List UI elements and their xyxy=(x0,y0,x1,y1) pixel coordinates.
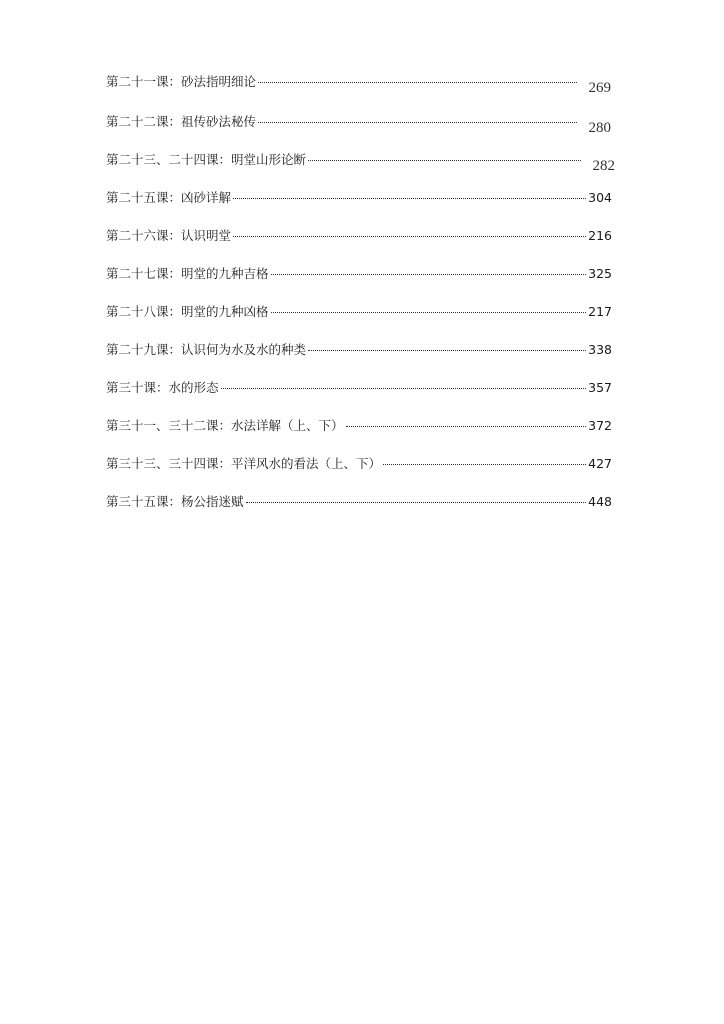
toc-entry-page: 269 xyxy=(588,80,611,96)
toc-entry-page: 216 xyxy=(588,228,612,243)
toc-entry-title: 第二十一课：砂法指明细论 xyxy=(106,74,257,89)
toc-entry-title: 第二十八课：明堂的九种凶格 xyxy=(106,304,269,319)
dot-leader xyxy=(246,502,587,503)
toc-entry-page: 372 xyxy=(588,418,612,433)
toc-entry-page: 448 xyxy=(588,494,612,509)
toc-entry-title: 第二十五课：凶砂详解 xyxy=(106,190,232,205)
toc-entry[interactable] xyxy=(106,74,611,96)
toc-entry-page: 280 xyxy=(588,120,611,136)
toc-entry-page: 325 xyxy=(588,266,612,281)
toc-entry-page: 217 xyxy=(588,304,612,319)
toc-entry-page: 357 xyxy=(588,380,612,395)
dot-leader xyxy=(383,464,586,465)
dot-leader xyxy=(258,122,576,123)
toc-entry[interactable] xyxy=(106,190,612,206)
toc-entry[interactable] xyxy=(106,266,612,282)
dot-leader xyxy=(308,160,580,161)
toc-entry-title: 第三十一、三十二课：水法详解（上、下） xyxy=(106,418,344,433)
toc-entry[interactable] xyxy=(106,456,612,472)
toc-entry[interactable] xyxy=(106,228,612,244)
toc-entry[interactable] xyxy=(106,152,615,174)
toc-entry[interactable] xyxy=(106,380,612,396)
dot-leader xyxy=(346,426,587,427)
dot-leader xyxy=(233,198,586,199)
dot-leader xyxy=(271,312,587,313)
toc-entry-title: 第二十七课：明堂的九种吉格 xyxy=(106,266,269,281)
toc-entry-page: 427 xyxy=(588,456,612,471)
toc-entry-title: 第三十五课：杨公指迷赋 xyxy=(106,494,244,509)
toc-entry-title: 第二十二课：祖传砂法秘传 xyxy=(106,114,257,129)
toc-entry-title: 第二十六课：认识明堂 xyxy=(106,228,232,243)
toc-entry-title: 第三十课：水的形态 xyxy=(106,380,219,395)
dot-leader xyxy=(308,350,586,351)
toc-entry-title: 第二十三、二十四课：明堂山形论断 xyxy=(106,152,307,167)
dot-leader xyxy=(258,82,576,83)
dot-leader xyxy=(221,388,587,389)
toc-entry-title: 第二十九课：认识何为水及水的种类 xyxy=(106,342,307,357)
toc-entry[interactable] xyxy=(106,114,611,136)
dot-leader xyxy=(271,274,587,275)
toc-entry-page: 282 xyxy=(592,158,615,174)
dot-leader xyxy=(233,236,586,237)
toc-entry[interactable] xyxy=(106,494,612,510)
toc-entry[interactable] xyxy=(106,304,612,320)
toc-entry[interactable] xyxy=(106,342,612,358)
toc-entry[interactable] xyxy=(106,418,612,434)
toc-entry-page: 338 xyxy=(588,342,612,357)
toc-entry-page: 304 xyxy=(588,190,612,205)
toc-entry-title: 第三十三、三十四课：平洋风水的看法（上、下） xyxy=(106,456,382,471)
